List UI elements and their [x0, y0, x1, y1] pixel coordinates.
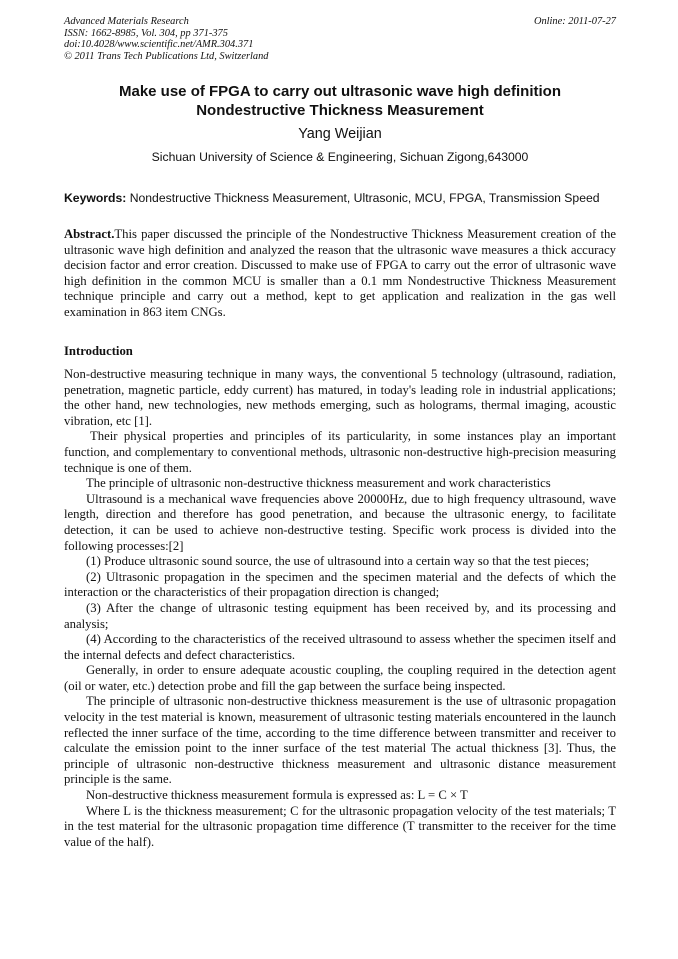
paragraph: Non-destructive measuring technique in many ways, the conventional 5 technology (ultrasound, radiation, penetration, magnetic particle, eddy current) has matured, in today's leading role in industrial applications; the other hand, new technologies, new methods emerging, such as holograms, thermal imaging, acoustic vibration, etc [1].: [64, 367, 616, 428]
list-item: (1) Produce ultrasonic sound source, the use of ultrasound into a certain way so that the test pieces;: [86, 554, 590, 569]
formula-paragraph: Non-destructive thickness measurement formula is expressed as: L = C × T: [86, 788, 468, 803]
author-name: Yang Weijian: [298, 126, 382, 142]
keywords-label: Keywords:: [64, 191, 127, 205]
keywords: [64, 191, 616, 205]
paragraph: Their physical properties and principles of its particularity, in some instances play an important function, and complementary to conventional methods, ultrasonic non-destructive high-precision measuring technique is one of them.: [64, 429, 616, 475]
title-line-1: Make use of FPGA to carry out ultrasonic wave high definition: [118, 83, 561, 100]
title-line-2: Nondestructive Thickness Measurement: [196, 101, 484, 119]
section-heading-introduction: Introduction: [64, 344, 133, 358]
keywords-text: Nondestructive Thickness Measurement, Ultrasonic, MCU, FPGA, Transmission Speed: [126, 191, 600, 205]
abstract-text: This paper discussed the principle of the Nondestructive Thickness Measurement creation of the ultrasonic wave high definition and analyzed the reason that the ultrasonic wave measures a thick accuracy decision factor and error creation. Discussed to make use of FPGA to carry out the error of ultrasonic wave high definition in the common MCU is smaller than a 0.1 mm Nondestructive Thickness Measurement technique principle and carry out a method, kept to get application and realization in the gas well examination in 863 item CNGs.: [64, 227, 616, 319]
issn: ISSN: 1662-8985, Vol. 304, pp 371-375: [64, 27, 228, 39]
paragraph: The principle of ultrasonic non-destructive thickness measurement and work characteristics: [86, 476, 551, 491]
doi: doi:10.4028/www.scientific.net/AMR.304.371: [64, 39, 254, 51]
paragraph: Ultrasound is a mechanical wave frequencies above 20000Hz, due to high frequency ultrasound, wave length, direction and therefore has good penetration, and because the ultrasonic energy, to facilitate detection, it can be used to achieve non-destructive testing. Specific work process is divided into the following processes:[2]: [64, 491, 616, 553]
paragraph: Where L is the thickness measurement; C for the ultrasonic propagation velocity of the test materials; T in the test material for the ultrasonic propagation time difference (T transmitter to the receiver for the time value of the half).: [64, 803, 616, 849]
journal-name: Advanced Materials Research: [64, 16, 189, 27]
paper-title: [64, 83, 616, 120]
abstract-label: Abstract.: [64, 227, 115, 241]
online-date: Online: 2011-07-27: [533, 16, 616, 27]
journal-header: [64, 16, 616, 62]
abstract: [64, 227, 616, 321]
list-item: (3) After the change of ultrasonic testing equipment has been received by, and its processing and analysis;: [64, 600, 616, 631]
list-item: (2) Ultrasonic propagation in the specimen and the specimen material and the defects of which the interaction or the characteristics of their propagation direction is changed;: [64, 569, 616, 600]
paragraph: Generally, in order to ensure adequate acoustic coupling, the coupling required in the detection agent (oil or water, etc.) detection probe and fill the gap between the surface being inspected.: [64, 663, 616, 693]
copyright: © 2011 Trans Tech Publications Ltd, Switzerland: [64, 50, 269, 62]
paragraph: The principle of ultrasonic non-destructive thickness measurement is the use of ultrasonic propagation velocity in the test material is known, measurement of ultrasonic testing materials encountered in the launch reflected the inner surface of the time, according to the time difference between transmitter and receiver to calculate the emission point to the inner surface of the test material The actual thickness [3]. Thus, the principle of ultrasonic non-destructive thickness measurement and ultrasonic distance measurement principle is the same.: [64, 694, 616, 787]
affiliation: Sichuan University of Science & Engineering, Sichuan Zigong,643000: [151, 150, 529, 164]
list-item: (4) According to the characteristics of the received ultrasound to assess whether the specimen itself and the internal defects and defect characteristics.: [64, 632, 616, 662]
introduction-body: [64, 367, 616, 850]
